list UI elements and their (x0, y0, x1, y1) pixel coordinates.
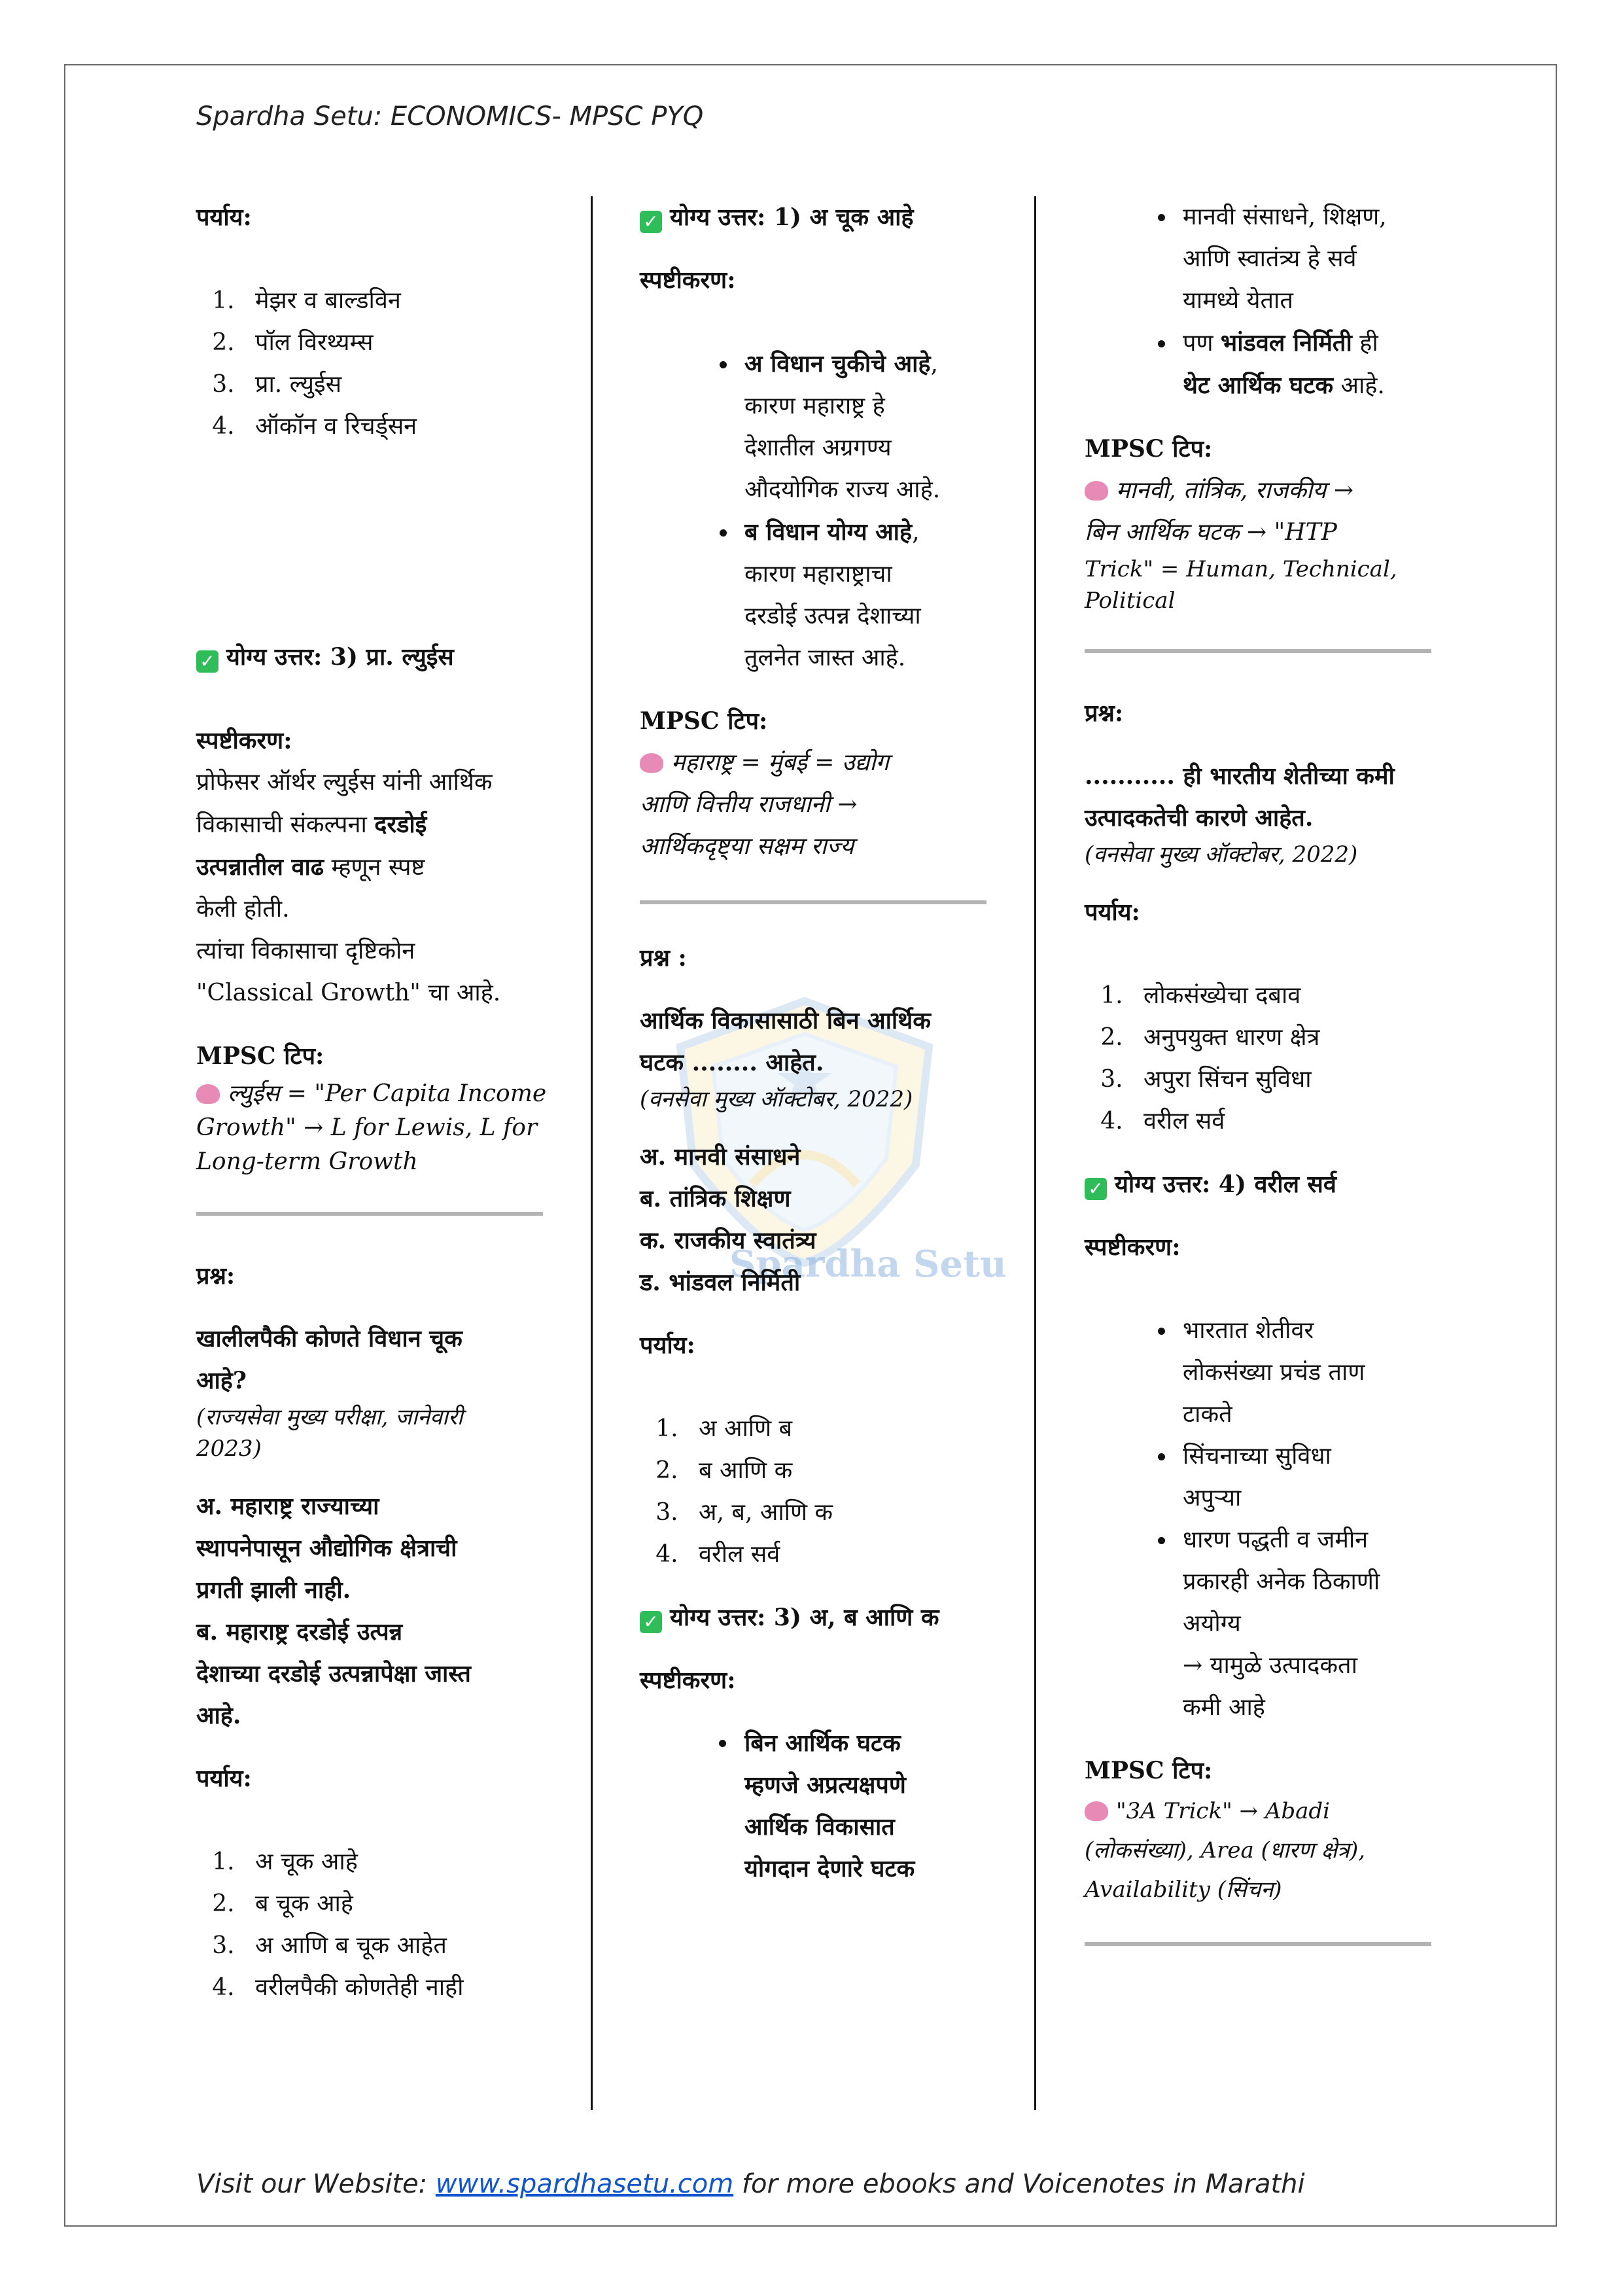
options-label: पर्याय: (1085, 898, 1140, 926)
question-label: प्रश्न : (640, 944, 687, 972)
list-item: 1. मेझर व बाल्डविन (242, 280, 563, 322)
brain-icon (640, 753, 663, 773)
page-footer: Visit our Website: www.spardhasetu.com for more ebooks and Voicenotes in Marathi (196, 2169, 1305, 2199)
options-label: पर्याय: (640, 1332, 695, 1359)
list-item: • ब विधान योग्य आहे, कारण महाराष्ट्राचा दरडोई उत्पन्न देशाच्या तुलनेत जास्त आहे. (738, 511, 1006, 679)
checkmark-icon: ✓ (1085, 1178, 1107, 1200)
mpsc-tip-text-continued: Trick" = Human, Technical, Political (1085, 556, 1397, 614)
options-label: पर्याय: (196, 1765, 252, 1792)
question-label: प्रश्न: (1085, 699, 1124, 727)
brain-icon (1085, 481, 1108, 501)
list-item: • अ विधान चुकीचे आहे, कारण महाराष्ट्र हे देशातील अग्रगण्य औदयोगिक राज्य आहे. (738, 343, 1006, 511)
options-list (196, 280, 563, 448)
column-divider-1 (591, 196, 593, 2110)
explanation-bullets (640, 1722, 1006, 1890)
list-item: 3. अ, ब, आणि क (686, 1492, 1006, 1534)
mpsc-tip-label: MPSC टिप: (196, 1042, 324, 1070)
list-item: • बिन आर्थिक घटक म्हणजे अप्रत्यक्षपणे आर्थिक विकासात योगदान देणारे घटक (738, 1722, 1006, 1890)
list-item: • धारण पद्धती व जमीन प्रकारही अनेक ठिकाणी अयोग्य → यामुळे उत्पादकता कमी आहे (1176, 1519, 1451, 1729)
checkmark-icon: ✓ (196, 650, 218, 673)
options-list (640, 1408, 1006, 1576)
correct-answer: ✓ योग्य उत्तर: 3) अ, ब आणि क (640, 1597, 1006, 1638)
list-item: 1. लोकसंख्येचा दबाव (1130, 975, 1451, 1017)
mpsc-tip-text: ल्युईस = "Per Capita Income Growth" → L for Lewis, L for Long-term Growth (196, 1080, 547, 1175)
explanation-line: प्रोफेसर ऑर्थर ल्युईस यांनी आर्थिक (196, 769, 493, 796)
options-label: पर्याय: (196, 203, 252, 231)
mpsc-tip-label: MPSC टिप: (1085, 435, 1213, 463)
brain-icon (1085, 1801, 1108, 1821)
options-list (196, 1841, 563, 2009)
column-divider-2 (1034, 196, 1036, 2110)
question-text: ........... ही भारतीय शेतीच्या कमी उत्पादकतेची कारणे आहेत. (1085, 762, 1395, 832)
explanation-label: स्पष्टीकरण: (640, 1667, 736, 1694)
question-source: (वनसेवा मुख्य ऑक्टोबर, 2022) (1085, 841, 1358, 868)
mpsc-tip-text: "3A Trick" → Abadi (लोकसंख्या), Area (धारण क्षेत्र), Availability (सिंचन) (1085, 1798, 1366, 1903)
explanation-label: स्पष्टीकरण: (196, 727, 292, 754)
list-item: 1. अ चूक आहे (242, 1841, 563, 1883)
brain-icon (196, 1084, 220, 1104)
explanation-bullets (1085, 196, 1451, 407)
website-link[interactable]: www.spardhasetu.com (435, 2169, 734, 2199)
checkmark-icon: ✓ (640, 211, 662, 233)
question-text: आर्थिक विकासासाठी बिन आर्थिक घटक ........ आहेत. (640, 1007, 931, 1076)
list-item: 2. अनुपयुक्त धारण क्षेत्र (1130, 1017, 1451, 1059)
explanation-bullets (1085, 1310, 1451, 1729)
list-item: 2. ब चूक आहे (242, 1883, 563, 1925)
column-2 (640, 196, 1006, 1890)
statements: अ. मानवी संसाधने ब. तांत्रिक शिक्षण क. राजकीय स्वातंत्र्य ड. भांडवल निर्मिती (640, 1143, 816, 1296)
page-header: Spardha Setu: ECONOMICS- MPSC PYQ (196, 101, 704, 132)
options-list (1085, 975, 1451, 1142)
list-item: • सिंचनाच्या सुविधा अपुऱ्या (1176, 1436, 1451, 1519)
list-item: 3. अ आणि ब चूक आहेत (242, 1925, 563, 1967)
statements: अ. महाराष्ट्र राज्याच्या स्थापनेपासून औद्योगिक क्षेत्राची प्रगती झाली नाही. ब. महाराष्ट्र दरडोई उत्पन्न देशाच्या दरडोई उत्पन्नापेक्षा जास्त आहे. (196, 1492, 471, 1729)
explanation-line: केली होती. (196, 896, 290, 923)
list-item: • पण भांडवल निर्मिती ही थेट आर्थिक घटक आहे. (1176, 322, 1451, 407)
mpsc-tip-label: MPSC टिप: (640, 707, 768, 735)
list-item: • मानवी संसाधने, शिक्षण, आणि स्वातंत्र्य हे सर्व यामध्ये येतात (1176, 196, 1451, 322)
list-item: 1. अ आणि ब (686, 1408, 1006, 1450)
explanation-label: स्पष्टीकरण: (1085, 1233, 1181, 1261)
question-source: (राज्यसेवा मुख्य परीक्षा, जानेवारी 2023) (196, 1404, 463, 1462)
correct-answer: ✓ योग्य उत्तर: 4) वरील सर्व (1085, 1163, 1451, 1205)
question-source: (वनसेवा मुख्य ऑक्टोबर, 2022) (640, 1086, 913, 1112)
explanation-line: उत्पन्नातील वाढ म्हणून स्पष्ट (196, 853, 425, 881)
watermark-text: Spardha Setu (729, 1243, 1007, 1286)
question-label: प्रश्न: (196, 1262, 236, 1290)
explanation-label: स्पष्टीकरण: (640, 266, 736, 294)
list-item: 4. ऑकॉन व रिचर्ड्सन (242, 406, 563, 448)
mpsc-tip-label: MPSC टिप: (1085, 1757, 1213, 1784)
section-divider (1085, 1942, 1431, 1946)
list-item: 3. प्रा. ल्युईस (242, 364, 563, 406)
list-item: 2. ब आणि क (686, 1450, 1006, 1492)
list-item: 2. पॉल विरथ्यम्स (242, 322, 563, 364)
explanation-line: विकासाची संकल्पना दरडोई (196, 811, 427, 838)
mpsc-tip-text: महाराष्ट्र = मुंबई = उद्योग आणि वित्तीय राजधानी → आर्थिकदृष्ट्या सक्षम राज्य (640, 749, 889, 860)
column-1 (196, 196, 563, 2009)
list-item: 4. वरील सर्व (1130, 1101, 1451, 1142)
explanation-bullets (640, 343, 1006, 679)
checkmark-icon: ✓ (640, 1611, 662, 1633)
explanation-line: "Classical Growth" चा आहे. (196, 980, 501, 1006)
list-item: 4. वरील सर्व (686, 1534, 1006, 1576)
question-text: खालीलपैकी कोणते विधान चूक आहे? (196, 1325, 462, 1394)
column-3 (1085, 196, 1451, 1946)
correct-answer: ✓ योग्य उत्तर: 3) प्रा. ल्युईस (196, 636, 563, 678)
explanation-line: त्यांचा विकासाचा दृष्टिकोन (196, 938, 415, 964)
list-item: • भारतात शेतीवर लोकसंख्या प्रचंड ताण टाकते (1176, 1310, 1451, 1436)
list-item: 4. वरीलपैकी कोणतेही नाही (242, 1967, 563, 2009)
list-item: 3. अपुरा सिंचन सुविधा (1130, 1059, 1451, 1101)
mpsc-tip-text: मानवी, तांत्रिक, राजकीय → बिन आर्थिक घटक → "HTP (1085, 477, 1353, 546)
correct-answer: ✓ योग्य उत्तर: 1) अ चूक आहे (640, 196, 1006, 238)
